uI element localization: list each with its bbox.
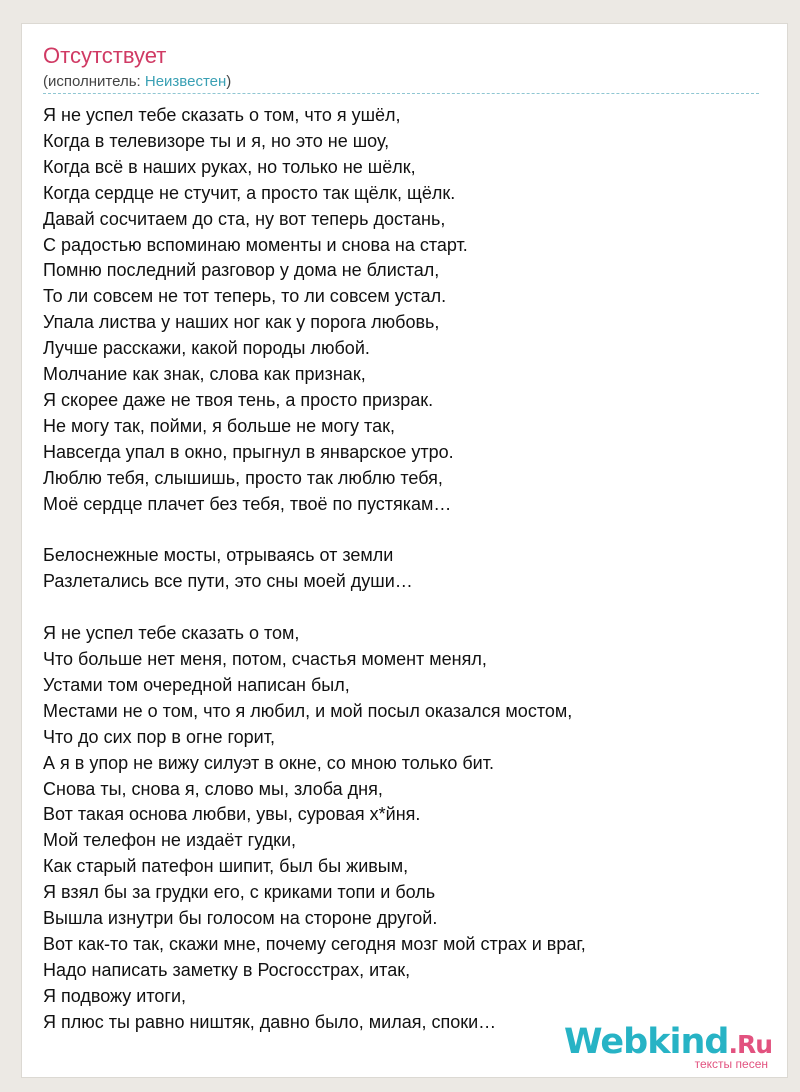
lyric-line: Я взял бы за грудки его, с криками топи и боль bbox=[43, 882, 436, 903]
lyric-line: Вот как-то так, скажи мне, почему сегодня мозг мой страх и враг, bbox=[43, 933, 586, 954]
lyric-line: Что больше нет меня, потом, счастья момент менял, bbox=[43, 649, 487, 669]
lyric-line: Упала листва у наших ног как у порога любовь, bbox=[43, 312, 440, 333]
lyric-line: А я в упор не вижу силуэт в окне, со мною только бит. bbox=[43, 752, 494, 773]
lyric-line: Вот такая основа любви, увы, суровая х*йня. bbox=[43, 804, 421, 825]
lyric-line: Я скорее даже не твоя тень, а просто призрак. bbox=[43, 389, 434, 410]
lyric-line: Я не успел тебе сказать о том, bbox=[43, 623, 300, 644]
lyric-line: Я плюс ты равно ништяк, давно было, милая, споки… bbox=[43, 1011, 497, 1032]
lyric-line: Надо написать заметку в Росгосстрах, итак, bbox=[43, 959, 411, 980]
lyric-line: То ли совсем не тот теперь, то ли совсем устал. bbox=[43, 286, 447, 307]
lyric-line: Когда в телевизоре ты и я, но это не шоу, bbox=[43, 130, 390, 151]
lyric-line: Люблю тебя, слышишь, просто так люблю тебя, bbox=[43, 467, 443, 488]
lyric-line: Лучше расскажи, какой породы любой. bbox=[43, 338, 370, 359]
lyrics-stanza bbox=[43, 621, 759, 1036]
lyric-line: Моё сердце плачет без тебя, твоё по пустякам… bbox=[43, 493, 452, 514]
lyric-line: Давай сосчитаем до ста, ну вот теперь достань, bbox=[43, 208, 446, 229]
logo-brand: Webkind bbox=[564, 1022, 729, 1062]
lyric-line: Мой телефон не издаёт гудки, bbox=[43, 830, 297, 851]
lyrics-stanza bbox=[43, 103, 759, 518]
site-logo[interactable] bbox=[564, 1022, 772, 1071]
artist-line bbox=[43, 72, 231, 92]
artist-suffix: ) bbox=[226, 73, 232, 90]
artist-link[interactable]: Неизвестен bbox=[144, 73, 227, 90]
lyric-line: Молчание как знак, слова как признак, bbox=[43, 364, 366, 385]
lyric-line: Помню последний разговор у дома не блистал, bbox=[43, 260, 440, 281]
lyric-line: Устами том очередной написан был, bbox=[43, 674, 350, 695]
lyric-line: Не могу так, пойми, я больше не могу так, bbox=[43, 415, 395, 436]
artist-prefix: (исполнитель: bbox=[43, 73, 145, 90]
lyric-line: С радостью вспоминаю моменты и снова на старт. bbox=[43, 234, 468, 255]
lyric-line: Когда всё в наших руках, но только не шёлк, bbox=[43, 156, 416, 177]
lyric-line: Что до сих пор в огне горит, bbox=[43, 726, 275, 747]
lyrics-stanza bbox=[43, 543, 759, 595]
lyric-line: Навсегда упал в окно, прыгнул в январское утро. bbox=[43, 441, 454, 462]
lyric-line: Я не успел тебе сказать о том, что я ушёл, bbox=[43, 105, 401, 125]
logo-tagline: тексты песен bbox=[694, 1057, 768, 1071]
lyric-line: Я подвожу итоги, bbox=[43, 985, 187, 1006]
lyric-line: Местами не о том, что я любил, и мой посыл оказался мостом, bbox=[43, 700, 573, 721]
logo-wordmark bbox=[564, 1022, 772, 1062]
lyric-line: Вышла изнутри бы голосом на стороне другой. bbox=[43, 908, 438, 929]
lyrics-text bbox=[43, 103, 759, 1061]
logo-tld: .Ru bbox=[728, 1030, 772, 1059]
lyric-line: Как старый патефон шипит, был бы живым, bbox=[43, 856, 409, 877]
lyric-line: Разлетались все пути, это сны моей души… bbox=[43, 571, 413, 592]
lyric-line: Снова ты, снова я, слово мы, злоба дня, bbox=[43, 778, 383, 799]
lyric-line: Белоснежные мосты, отрываясь от земли bbox=[43, 545, 394, 566]
title-divider bbox=[43, 93, 759, 94]
song-title: Отсутствует bbox=[43, 43, 167, 68]
lyric-line: Когда сердце не стучит, а просто так щёлк, щёлк. bbox=[43, 182, 456, 203]
